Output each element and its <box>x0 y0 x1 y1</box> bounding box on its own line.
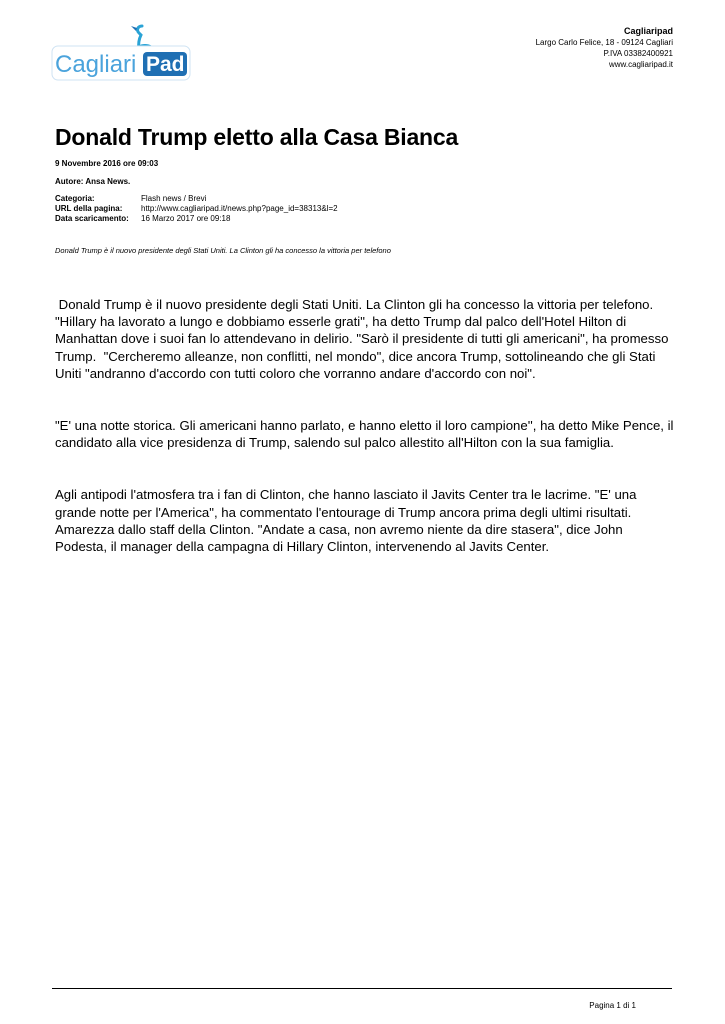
company-address: Largo Carlo Felice, 18 - 09124 Cagliari <box>535 38 673 47</box>
article-paragraph: Agli antipodi l'atmosfera tra i fan di Clinton, che hanno lasciato il Javits Center tra le lacrime. "E' una grande notte per l'America", ha commentato l'entourage di Trump ancora prima degli ultimi risultati. Amarezza dallo staff della Clinton. "Andate a casa, non avremo niente da dire stasera", dice John Podesta, il manager della campagna di Hillary Clinton, intervenendo al Javits Center. <box>55 487 637 555</box>
meta-label: Data scaricamento: <box>55 214 129 223</box>
meta-label: Categoria: <box>55 194 95 203</box>
article-paragraph: "E' una notte storica. Gli americani hanno parlato, e hanno eletto il loro campione'', ha detto Mike Pence, il candidato alla vice presidenza di Trump, salendo sul palco allestito all'Hilton con la sua famiglia. <box>55 418 674 451</box>
company-info <box>536 26 673 70</box>
article-body <box>55 296 675 590</box>
cagliaripad-logo <box>50 22 192 84</box>
logo-text-bold: Pad <box>146 53 185 76</box>
company-name: Cagliaripad <box>623 26 673 36</box>
meta-label: URL della pagina: <box>55 204 123 213</box>
company-website: www.cagliaripad.it <box>608 60 673 69</box>
meta-row-url <box>55 204 338 214</box>
article-title: Donald Trump eletto alla Casa Bianca <box>55 124 459 150</box>
article-meta <box>55 194 338 224</box>
article-author: Autore: Ansa News. <box>55 177 131 186</box>
company-vat: P.IVA 03382400921 <box>603 49 673 58</box>
article-paragraph: Donald Trump è il nuovo presidente degli Stati Uniti. La Clinton gli ha concesso la vittoria per telefono. "Hillary ha lavorato a lungo e dobbiamo esserle grati", ha detto Trump dal palco dell'Hotel Hilton di Manhattan dove i suoi fan lo attendevano in delirio. "Sarò il presidente di tutti gli americani", ha promesso Trump. "Cercheremo alleanze, non conflitti, nel mondo", dice ancora Trump, sottolineando che gli Stati Uniti "andranno d'accordo con tutti coloro che vorranno andare d'accordo con noi". <box>55 297 672 381</box>
meta-row-category <box>55 194 338 204</box>
footer-divider <box>52 988 672 989</box>
page-number: Pagina 1 di 1 <box>589 1001 636 1010</box>
meta-value: Flash news / Brevi <box>141 194 207 203</box>
article-date: 9 Novembre 2016 ore 09:03 <box>55 159 159 168</box>
article-summary: Donald Trump è il nuovo presidente degli Stati Uniti. La Clinton gli ha concesso la vittoria per telefono <box>55 246 391 255</box>
meta-url-link[interactable]: http://www.cagliaripad.it/news.php?page_id=38313&l=2 <box>141 204 338 213</box>
logo-text-light: Cagliari <box>55 51 137 78</box>
meta-value: 16 Marzo 2017 ore 09:18 <box>141 214 231 223</box>
meta-row-download-date <box>55 214 338 224</box>
